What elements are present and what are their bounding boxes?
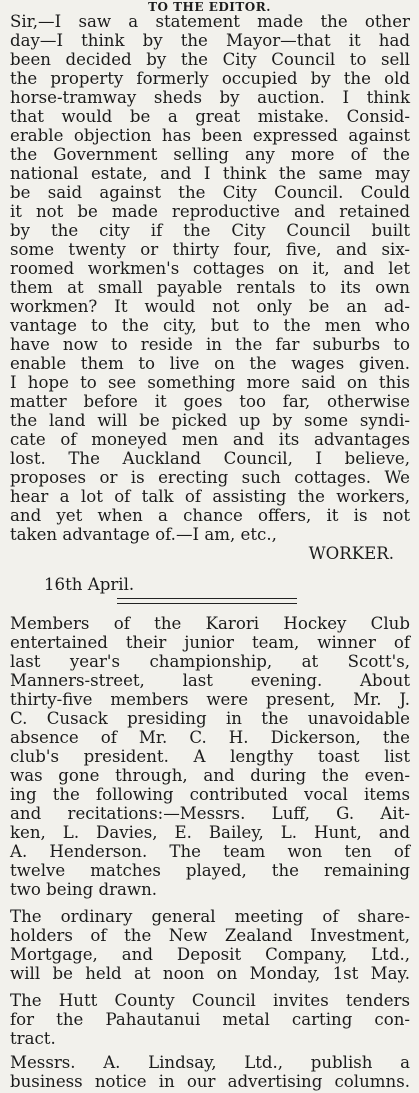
letter-line: lost. The Auckland Council, I believe, xyxy=(10,449,410,468)
meeting-line: The ordinary general meeting of share- xyxy=(10,907,410,926)
letter-signature: WORKER. xyxy=(308,544,394,563)
lindsay-line: Messrs. A. Lindsay, Ltd., publish a xyxy=(10,1053,410,1072)
letter-line: erable objection has been expressed against xyxy=(10,126,410,145)
hockey-line: Manners-street, last evening. About xyxy=(10,671,410,690)
letter-line: workmen? It would not only be an ad- xyxy=(10,297,410,316)
letter-line: the land will be picked up by some syndi- xyxy=(10,411,410,430)
letter-line: the property formerly occupied by the old xyxy=(10,69,410,88)
letter-line: I hope to see something more said on this xyxy=(10,373,410,392)
letter-line: be said against the City Council. Could xyxy=(10,183,410,202)
hockey-line: C. Cusack presiding in the unavoidable xyxy=(10,709,410,728)
letter-line: Sir,—I saw a statement made the other xyxy=(10,12,410,31)
letter-date: 16th April. xyxy=(44,575,135,594)
meeting-line: holders of the New Zealand Investment, xyxy=(10,926,410,945)
hockey-line: last year's championship, at Scott's, xyxy=(10,652,410,671)
hockey-line: A. Henderson. The team won ten of xyxy=(10,842,410,861)
letter-line: vantage to the city, but to the men who xyxy=(10,316,410,335)
letter-line: the Government selling any more of the xyxy=(10,145,410,164)
letter-line: matter before it goes too far, otherwise xyxy=(10,392,410,411)
letter-line: national estate, and I think the same may xyxy=(10,164,410,183)
hockey-line: and recitations:—Messrs. Luff, G. Ait- xyxy=(10,804,410,823)
hockey-line: twelve matches played, the remaining xyxy=(10,861,410,880)
letter-line: roomed workmen's cottages on it, and let xyxy=(10,259,410,278)
hockey-line: absence of Mr. C. H. Dickerson, the xyxy=(10,728,410,747)
meeting-line: Mortgage, and Deposit Company, Ltd., xyxy=(10,945,410,964)
letter-line: them at small payable rentals to its own xyxy=(10,278,410,297)
letter-line: day—I think by the Mayor—that it had xyxy=(10,31,410,50)
hockey-line: two being drawn. xyxy=(10,880,158,899)
divider-rule xyxy=(117,603,297,604)
letter-line: proposes or is erecting such cottages. We xyxy=(10,468,410,487)
hockey-line: was gone through, and during the even- xyxy=(10,766,410,785)
letter-line: cate of moneyed men and its advantages xyxy=(10,430,410,449)
section-heading: TO THE EDITOR. xyxy=(148,0,271,14)
letter-line: and yet when a chance offers, it is not xyxy=(10,506,410,525)
hockey-line: club's president. A lengthy toast list xyxy=(10,747,410,766)
lindsay-line: business notice in our advertising columns. xyxy=(10,1072,410,1091)
letter-line: hear a lot of talk of assisting the workers, xyxy=(10,487,410,506)
hutt-line: for the Pahautanui metal carting con- xyxy=(10,1010,410,1029)
letter-line: been decided by the City Council to sell xyxy=(10,50,410,69)
meeting-line: will be held at noon on Monday, 1st May. xyxy=(10,964,410,983)
hockey-line: entertained their junior team, winner of xyxy=(10,633,410,652)
letter-line: it not be made reproductive and retained xyxy=(10,202,410,221)
letter-line: some twenty or thirty four, five, and six- xyxy=(10,240,410,259)
hockey-line: Members of the Karori Hockey Club xyxy=(10,614,410,633)
hockey-line: ken, L. Davies, E. Bailey, L. Hunt, and xyxy=(10,823,410,842)
letter-line: enable them to live on the wages given. xyxy=(10,354,410,373)
hutt-line: The Hutt County Council invites tenders xyxy=(10,991,410,1010)
letter-line: by the city if the City Council built xyxy=(10,221,410,240)
letter-line: taken advantage of.—I am, etc., xyxy=(10,525,277,544)
divider-rule xyxy=(117,598,297,599)
hockey-line: thirty-five members were present, Mr. J. xyxy=(10,690,410,709)
letter-line: that would be a great mistake. Consid- xyxy=(10,107,410,126)
hutt-line: tract. xyxy=(10,1029,56,1048)
letter-line: horse-tramway sheds by auction. I think xyxy=(10,88,410,107)
letter-line: have now to reside in the far suburbs to xyxy=(10,335,410,354)
hockey-line: ing the following contributed vocal items xyxy=(10,785,410,804)
